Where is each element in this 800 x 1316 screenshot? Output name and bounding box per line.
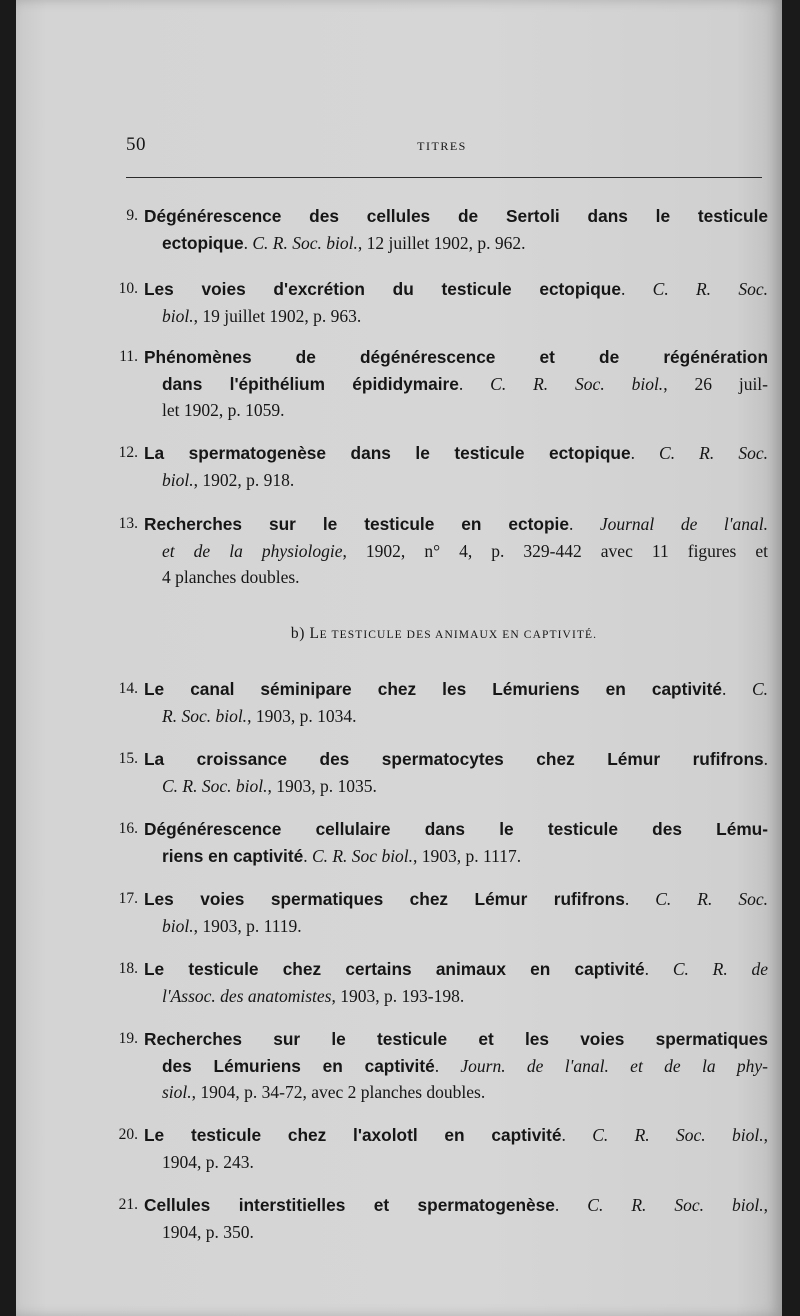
entry-detail: 1904, p. 350. bbox=[162, 1221, 254, 1242]
bibliography-entry bbox=[118, 276, 768, 329]
entry-source: biol. bbox=[162, 305, 194, 326]
subheading-initial: L bbox=[309, 625, 320, 642]
entry-line bbox=[144, 676, 768, 703]
entry-title: ectopique bbox=[162, 232, 244, 253]
entry-detail: , 1903, p. 1119. bbox=[193, 915, 302, 936]
entry-detail: . bbox=[620, 279, 653, 299]
entry-number: 16. bbox=[118, 820, 138, 837]
entry-detail: . bbox=[644, 959, 673, 979]
entry-detail: . bbox=[458, 373, 491, 394]
subheading-text: E TESTICULE DES ANIMAUX EN CAPTIVITÉ. bbox=[319, 629, 598, 641]
entry-detail: . bbox=[303, 845, 312, 866]
entry-line bbox=[144, 467, 768, 494]
bibliography-entry bbox=[118, 511, 768, 591]
entry-number: 13. bbox=[118, 515, 138, 532]
bibliography-entry bbox=[118, 1192, 769, 1245]
entry-source: R. Soc. biol. bbox=[162, 705, 248, 726]
bibliography-entry bbox=[118, 956, 769, 1009]
entry-detail: , bbox=[763, 1195, 769, 1215]
bibliography-entry bbox=[126, 203, 768, 256]
entry-detail: , 12 juillet 1902, p. 962. bbox=[357, 232, 526, 253]
entry-line bbox=[144, 703, 768, 730]
entry-detail: let 1902, p. 1059. bbox=[162, 400, 285, 421]
entry-detail: . bbox=[554, 1195, 588, 1215]
subheading-letter: b) bbox=[290, 625, 306, 642]
entry-detail: , 1902, p. 918. bbox=[193, 469, 295, 490]
running-title: TITRES bbox=[417, 139, 467, 153]
entry-source: C. R. de bbox=[672, 959, 769, 979]
section-subheading bbox=[126, 625, 762, 643]
entry-number: 15. bbox=[118, 750, 138, 767]
entry-line bbox=[144, 956, 768, 983]
entry-title: La spermatogenèse dans le testicule ectopique bbox=[144, 443, 631, 463]
entry-detail: . bbox=[243, 232, 253, 253]
entry-line bbox=[144, 344, 768, 371]
entry-detail: . bbox=[561, 1125, 593, 1145]
entry-source: C. R. Soc. biol. bbox=[490, 373, 664, 394]
entry-source: C. R. Soc. biol. bbox=[162, 775, 268, 796]
entry-detail: . bbox=[763, 749, 768, 769]
entry-detail: , 1902, n° 4, p. 329-442 avec 11 figures et bbox=[342, 540, 768, 561]
entry-line bbox=[144, 773, 768, 800]
entry-line bbox=[144, 843, 768, 870]
entry-line bbox=[144, 1026, 768, 1053]
entry-number: 12. bbox=[118, 444, 138, 461]
entry-number: 11. bbox=[119, 348, 138, 365]
bibliography-entry bbox=[119, 344, 768, 424]
entry-number: 20. bbox=[118, 1126, 138, 1143]
entry-number: 14. bbox=[118, 680, 138, 697]
entry-title: Le canal séminipare chez les Lémuriens en captivité bbox=[144, 679, 722, 699]
entry-detail: , 1903, p. 1117. bbox=[413, 845, 522, 866]
entry-title: Dégénérescence des cellules de Sertoli dans le testicule bbox=[144, 206, 768, 226]
entry-detail: , 19 juillet 1902, p. 963. bbox=[193, 305, 362, 326]
entry-title: Le testicule chez certains animaux en captivité bbox=[144, 959, 645, 979]
entry-title: Phénomènes de dégénérescence et de régénération bbox=[144, 347, 768, 367]
entry-line bbox=[144, 1149, 768, 1176]
entry-line bbox=[144, 511, 768, 538]
entry-detail: . bbox=[434, 1055, 461, 1076]
entry-line bbox=[144, 230, 768, 257]
entry-source: Journ. de l'anal. et de la phy- bbox=[460, 1055, 769, 1076]
entry-source: C. R. Soc. bbox=[659, 443, 768, 463]
entry-source: C. R. Soc. biol. bbox=[587, 1195, 764, 1215]
entry-number: 17. bbox=[118, 890, 138, 907]
entry-number: 9. bbox=[126, 207, 138, 224]
header-rule bbox=[126, 177, 762, 178]
entry-line bbox=[144, 203, 768, 230]
entry-number: 18. bbox=[118, 960, 138, 977]
entry-line bbox=[144, 564, 768, 591]
entry-detail: , 1903, p. 1035. bbox=[267, 775, 377, 796]
entry-source: l'Assoc. des anatomistes bbox=[162, 985, 332, 1006]
entry-source: C. bbox=[751, 679, 768, 699]
entry-detail: . bbox=[568, 514, 600, 534]
entry-line bbox=[144, 1053, 768, 1080]
entry-number: 10. bbox=[118, 280, 138, 297]
entry-title: des Lémuriens en captivité bbox=[162, 1055, 435, 1076]
entry-detail: 4 planches doubles. bbox=[162, 567, 300, 588]
entry-detail: , bbox=[763, 1125, 769, 1145]
entry-line bbox=[144, 1122, 768, 1149]
entry-detail: , 1903, p. 1034. bbox=[247, 705, 357, 726]
entry-line bbox=[144, 303, 768, 330]
entry-line bbox=[144, 276, 768, 303]
entry-source: biol. bbox=[162, 915, 194, 936]
entry-title: riens en captivité bbox=[162, 845, 304, 866]
entry-source: C. R. Soc. bbox=[652, 279, 768, 299]
entry-line bbox=[144, 1192, 768, 1219]
entry-title: Recherches sur le testicule et les voies spermatiques bbox=[144, 1029, 768, 1049]
entry-title: Cellules interstitielles et spermatogenèse bbox=[144, 1195, 555, 1215]
entry-number: 19. bbox=[118, 1030, 138, 1047]
entry-title: dans l'épithélium épididymaire bbox=[162, 373, 459, 394]
entry-line bbox=[144, 913, 768, 940]
entry-detail: 1904, p. 243. bbox=[162, 1151, 254, 1172]
bibliography-entry bbox=[118, 746, 768, 799]
entry-line bbox=[144, 1079, 768, 1106]
entry-title: Le testicule chez l'axolotl en captivité bbox=[144, 1125, 562, 1145]
entry-source: C. R. Soc. biol. bbox=[252, 232, 358, 253]
entry-title: La croissance des spermatocytes chez Lémur rufifrons bbox=[144, 749, 764, 769]
entry-detail: . bbox=[630, 443, 660, 463]
entry-source: C. R. Soc. bbox=[655, 889, 768, 909]
entry-source: et de la physiologie bbox=[162, 540, 343, 561]
entry-line bbox=[144, 983, 768, 1010]
entry-source: biol. bbox=[162, 469, 194, 490]
entry-source: siol. bbox=[162, 1082, 192, 1103]
entry-detail: . bbox=[721, 679, 752, 699]
entry-title: Les voies d'excrétion du testicule ectopique bbox=[144, 279, 621, 299]
bibliography-entry bbox=[118, 1122, 769, 1175]
entry-detail: , 1903, p. 193-198. bbox=[331, 985, 465, 1006]
page-header bbox=[126, 134, 758, 158]
entry-title: Les voies spermatiques chez Lémur rufifrons bbox=[144, 889, 625, 909]
entry-title: Recherches sur le testicule en ectopie bbox=[144, 514, 569, 534]
bibliography-entry bbox=[118, 440, 768, 493]
page-number: 50 bbox=[126, 134, 146, 155]
entry-detail: , 1904, p. 34-72, avec 2 planches doubles. bbox=[191, 1082, 486, 1103]
entry-source: Journal de l'anal. bbox=[599, 514, 768, 534]
bibliography-entry bbox=[118, 1026, 769, 1106]
entry-line bbox=[144, 371, 768, 398]
bibliography-entry bbox=[118, 816, 768, 869]
bibliography-entry bbox=[118, 886, 768, 939]
entry-detail: , 26 juil- bbox=[663, 373, 768, 394]
bibliography-entry bbox=[118, 676, 768, 729]
entry-line bbox=[144, 746, 768, 773]
entry-title: Dégénérescence cellulaire dans le testicule des Lému- bbox=[144, 819, 768, 839]
document-page bbox=[16, 0, 782, 1316]
entry-line bbox=[144, 886, 768, 913]
entry-number: 21. bbox=[118, 1196, 138, 1213]
entry-line bbox=[144, 538, 768, 565]
entry-line bbox=[144, 440, 768, 467]
entry-line bbox=[144, 1219, 768, 1246]
entry-line bbox=[144, 816, 768, 843]
entry-source: C. R. Soc biol. bbox=[311, 845, 414, 866]
entry-source: C. R. Soc. biol. bbox=[592, 1125, 764, 1145]
entry-line bbox=[144, 397, 768, 424]
entry-detail: . bbox=[624, 889, 656, 909]
